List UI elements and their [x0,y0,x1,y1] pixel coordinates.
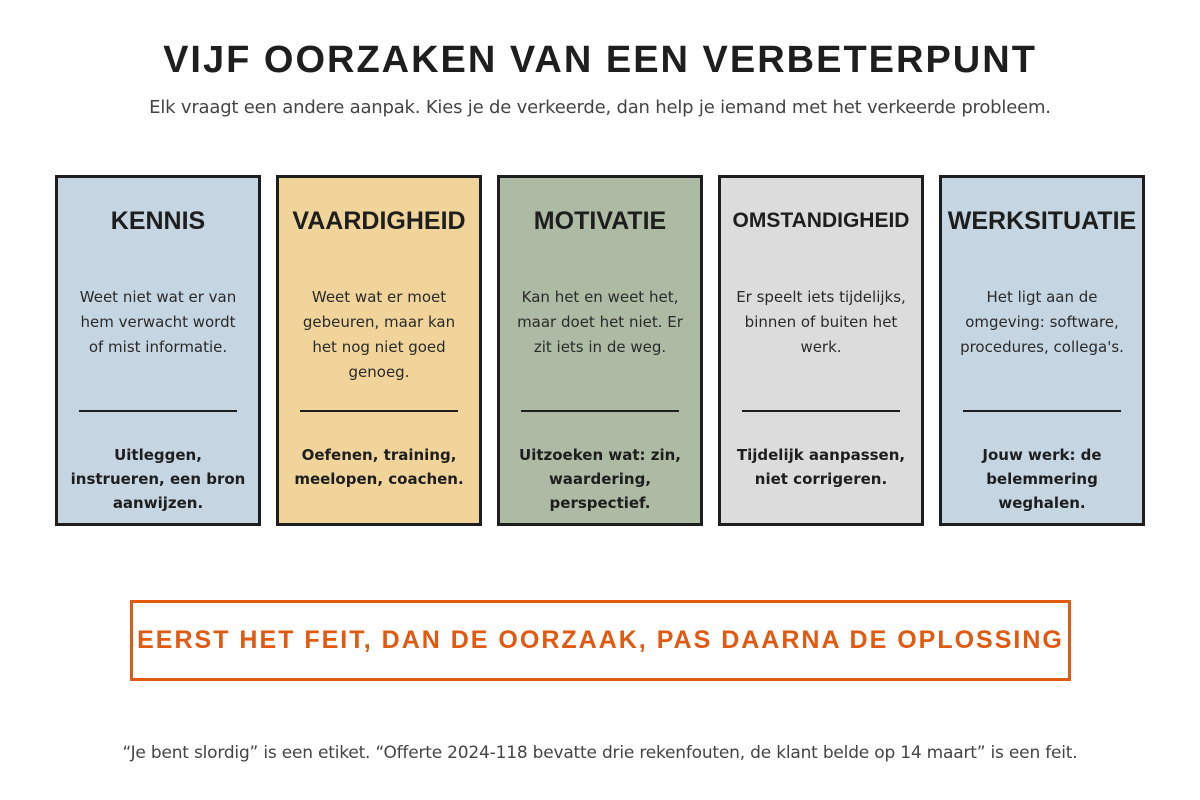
card-action: Uitzoeken wat: zin, waardering, perspectief. [519,446,681,512]
card-title: WERKSITUATIE [947,207,1137,235]
card-divider [963,410,1121,412]
card-description: Het ligt aan de omgeving: software, procedures, collega's. [960,288,1124,356]
card-description: Er speelt iets tijdelijks, binnen of buiten het werk. [736,288,906,356]
card-action: Oefenen, training, meelopen, coachen. [294,446,464,488]
card-divider [742,410,900,412]
card-kennis [55,175,261,526]
card-action: Jouw werk: de belemmering weghalen. [982,446,1102,512]
card-action: Uitleggen, instrueren, een bron aanwijzen. [70,446,246,512]
card-title: MOTIVATIE [533,207,667,235]
card-divider [521,410,679,412]
footnote: “Je bent slordig” is een etiket. “Offerte 2024-118 bevatte drie rekenfouten, de klant belde op 14 maart” is een feit. [122,743,1078,763]
page-title: VIJF OORZAKEN VAN EEN VERBETERPUNT [163,39,1037,81]
principle-banner-text: EERST HET FEIT, DAN DE OORZAAK, PAS DAARNA DE OPLOSSING [137,626,1064,654]
card-description: Weet wat er moet gebeuren, maar kan het nog niet goed genoeg. [302,288,456,381]
card-action: Tijdelijk aanpassen, niet corrigeren. [736,446,906,488]
card-werksituatie [939,175,1145,526]
causes-row [55,175,1146,526]
card-title: KENNIS [110,207,206,235]
page-subtitle: Elk vraagt een andere aanpak. Kies je de verkeerde, dan help je iemand met het verkeerde probleem. [149,97,1051,118]
card-omstandigheid [718,175,924,526]
card-vaardigheid [276,175,482,526]
card-description: Weet niet wat er van hem verwacht wordt of mist informatie. [79,288,237,356]
card-title: VAARDIGHEID [292,207,466,235]
card-divider [300,410,458,412]
principle-banner [130,600,1071,681]
card-motivatie [497,175,703,526]
card-description: Kan het en weet het, maar doet het niet. Er zit iets in de weg. [517,288,683,356]
card-divider [79,410,237,412]
card-title: OMSTANDIGHEID [732,209,910,232]
